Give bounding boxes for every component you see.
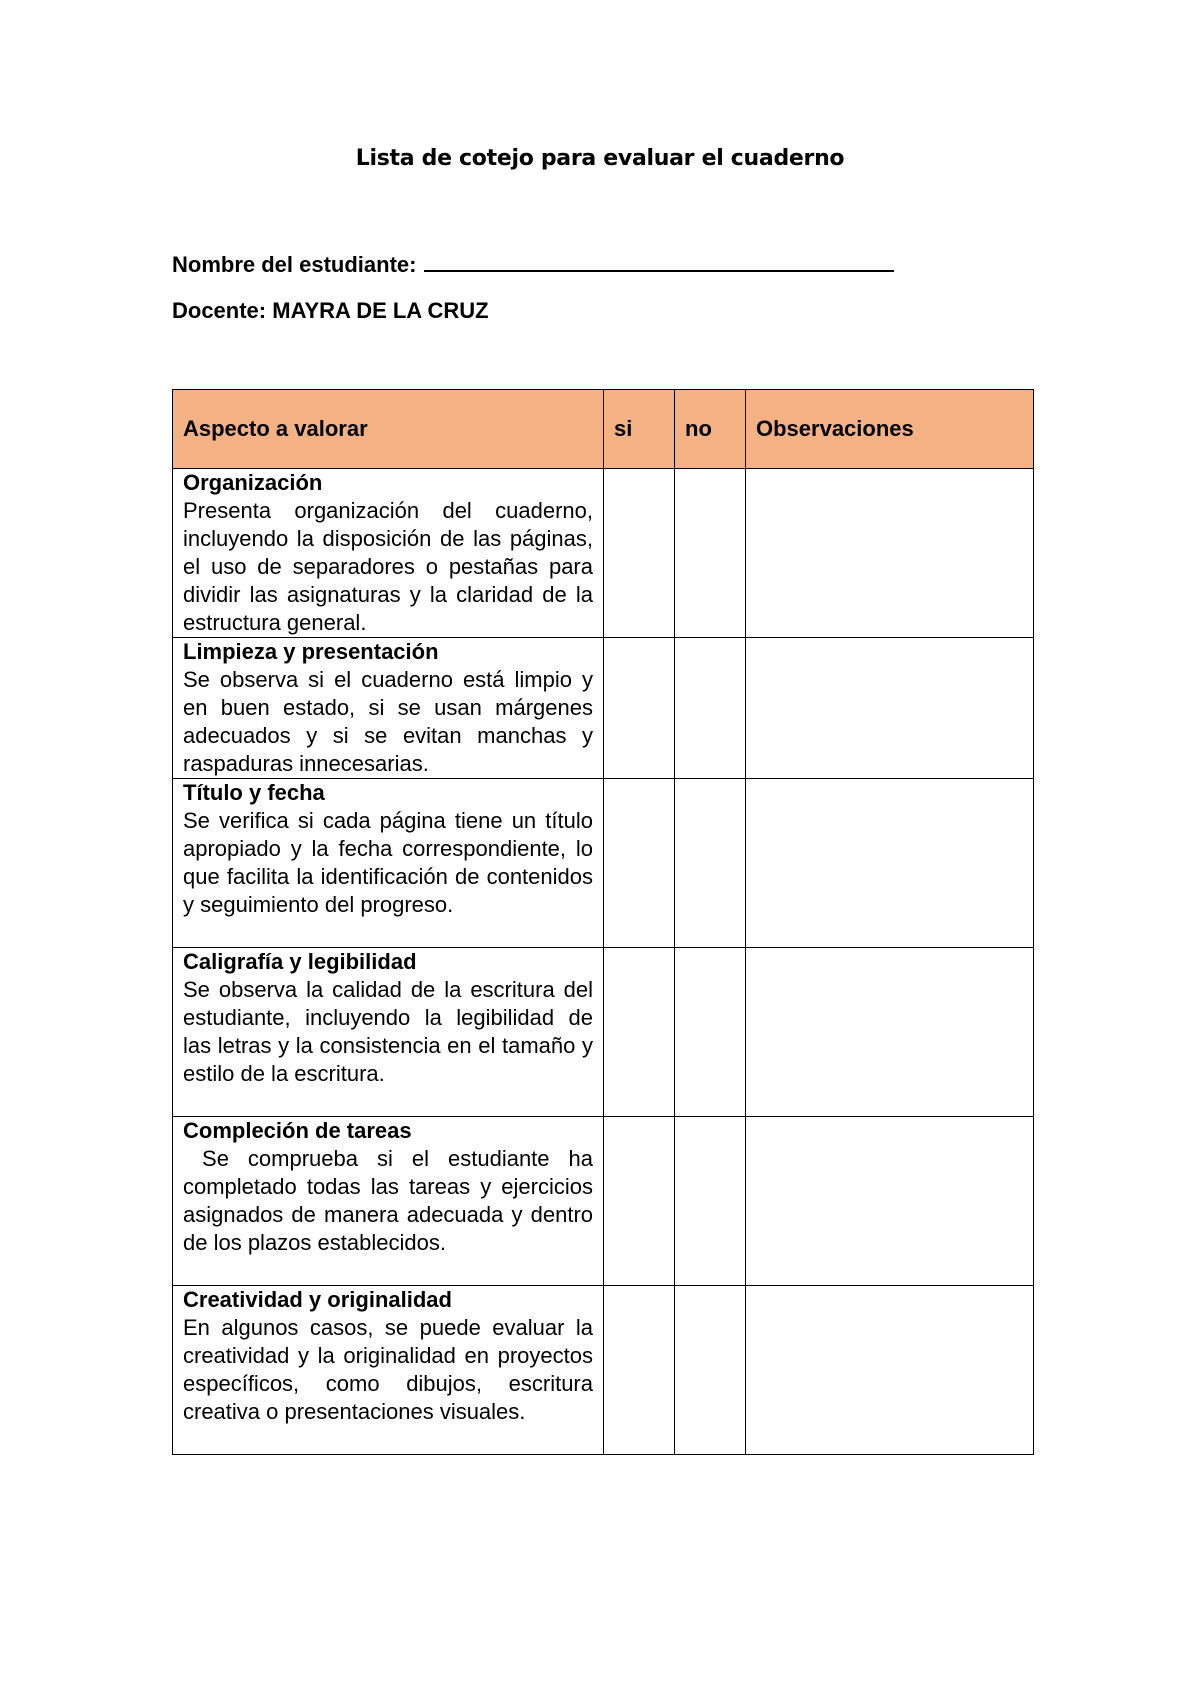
no-cell[interactable] xyxy=(675,948,746,1117)
aspect-cell xyxy=(173,1117,604,1286)
observations-cell[interactable] xyxy=(746,948,1034,1117)
table-row xyxy=(173,1286,1034,1455)
aspect-description: Se verifica si cada página tiene un título apropiado y la fecha correspondiente, lo que facilita la identificación de contenidos y seguimiento del progreso. xyxy=(183,808,600,917)
aspect-description: Se comprueba si el estudiante ha completado todas las tareas y ejercicios asignados de manera adecuada y dentro de los plazos establecidos. xyxy=(183,1146,600,1255)
page-title: Lista de cotejo para evaluar el cuaderno xyxy=(355,146,845,171)
table-header-row xyxy=(173,390,1034,469)
header-aspect: Aspecto a valorar xyxy=(173,390,604,469)
checklist-table xyxy=(172,389,1034,1455)
table-row xyxy=(173,469,1034,638)
aspect-title: Caligrafía y legibilidad xyxy=(183,949,417,974)
observations-cell[interactable] xyxy=(746,638,1034,779)
si-cell[interactable] xyxy=(604,1117,675,1286)
observations-cell[interactable] xyxy=(746,469,1034,638)
student-name-field xyxy=(172,250,894,278)
si-cell[interactable] xyxy=(604,1286,675,1455)
aspect-description: Se observa la calidad de la escritura del estudiante, incluyendo la legibilidad de las letras y la consistencia en el tamaño y estilo de la escritura. xyxy=(183,977,600,1086)
aspect-title: Limpieza y presentación xyxy=(183,639,439,664)
aspect-cell xyxy=(173,469,604,638)
si-cell[interactable] xyxy=(604,638,675,779)
si-cell[interactable] xyxy=(604,469,675,638)
aspect-description: Se observa si el cuaderno está limpio y en buen estado, si se usan márgenes adecuados y si se evitan manchas y raspaduras innecesarias. xyxy=(183,667,600,776)
header-si: si xyxy=(604,390,675,469)
no-cell[interactable] xyxy=(675,779,746,948)
aspect-cell xyxy=(173,638,604,779)
teacher-name: MAYRA DE LA CRUZ xyxy=(272,298,489,323)
no-cell[interactable] xyxy=(675,469,746,638)
table-row xyxy=(173,779,1034,948)
aspect-title: Compleción de tareas xyxy=(183,1118,412,1143)
header-observations: Observaciones xyxy=(746,390,1034,469)
aspect-description: Presenta organización del cuaderno, incluyendo la disposición de las páginas, el uso de separadores o pestañas para dividir las asignaturas y la claridad de la estructura general. xyxy=(183,498,600,635)
student-name-blank-line xyxy=(424,250,894,272)
teacher-field xyxy=(172,298,489,324)
table-row xyxy=(173,948,1034,1117)
teacher-label: Docente: xyxy=(172,298,267,323)
no-cell[interactable] xyxy=(675,1286,746,1455)
header-no: no xyxy=(675,390,746,469)
aspect-cell xyxy=(173,948,604,1117)
table-row xyxy=(173,638,1034,779)
no-cell[interactable] xyxy=(675,1117,746,1286)
observations-cell[interactable] xyxy=(746,1117,1034,1286)
aspect-title: Organización xyxy=(183,470,323,495)
si-cell[interactable] xyxy=(604,948,675,1117)
table-row xyxy=(173,1117,1034,1286)
observations-cell[interactable] xyxy=(746,779,1034,948)
aspect-title: Título y fecha xyxy=(183,780,325,805)
aspect-cell xyxy=(173,779,604,948)
aspect-title: Creatividad y originalidad xyxy=(183,1287,452,1312)
student-name-label: Nombre del estudiante: xyxy=(172,252,417,277)
aspect-cell xyxy=(173,1286,604,1455)
si-cell[interactable] xyxy=(604,779,675,948)
no-cell[interactable] xyxy=(675,638,746,779)
observations-cell[interactable] xyxy=(746,1286,1034,1455)
aspect-description: En algunos casos, se puede evaluar la creatividad y la originalidad en proyectos específicos, como dibujos, escritura creativa o presentaciones visuales. xyxy=(183,1315,600,1424)
